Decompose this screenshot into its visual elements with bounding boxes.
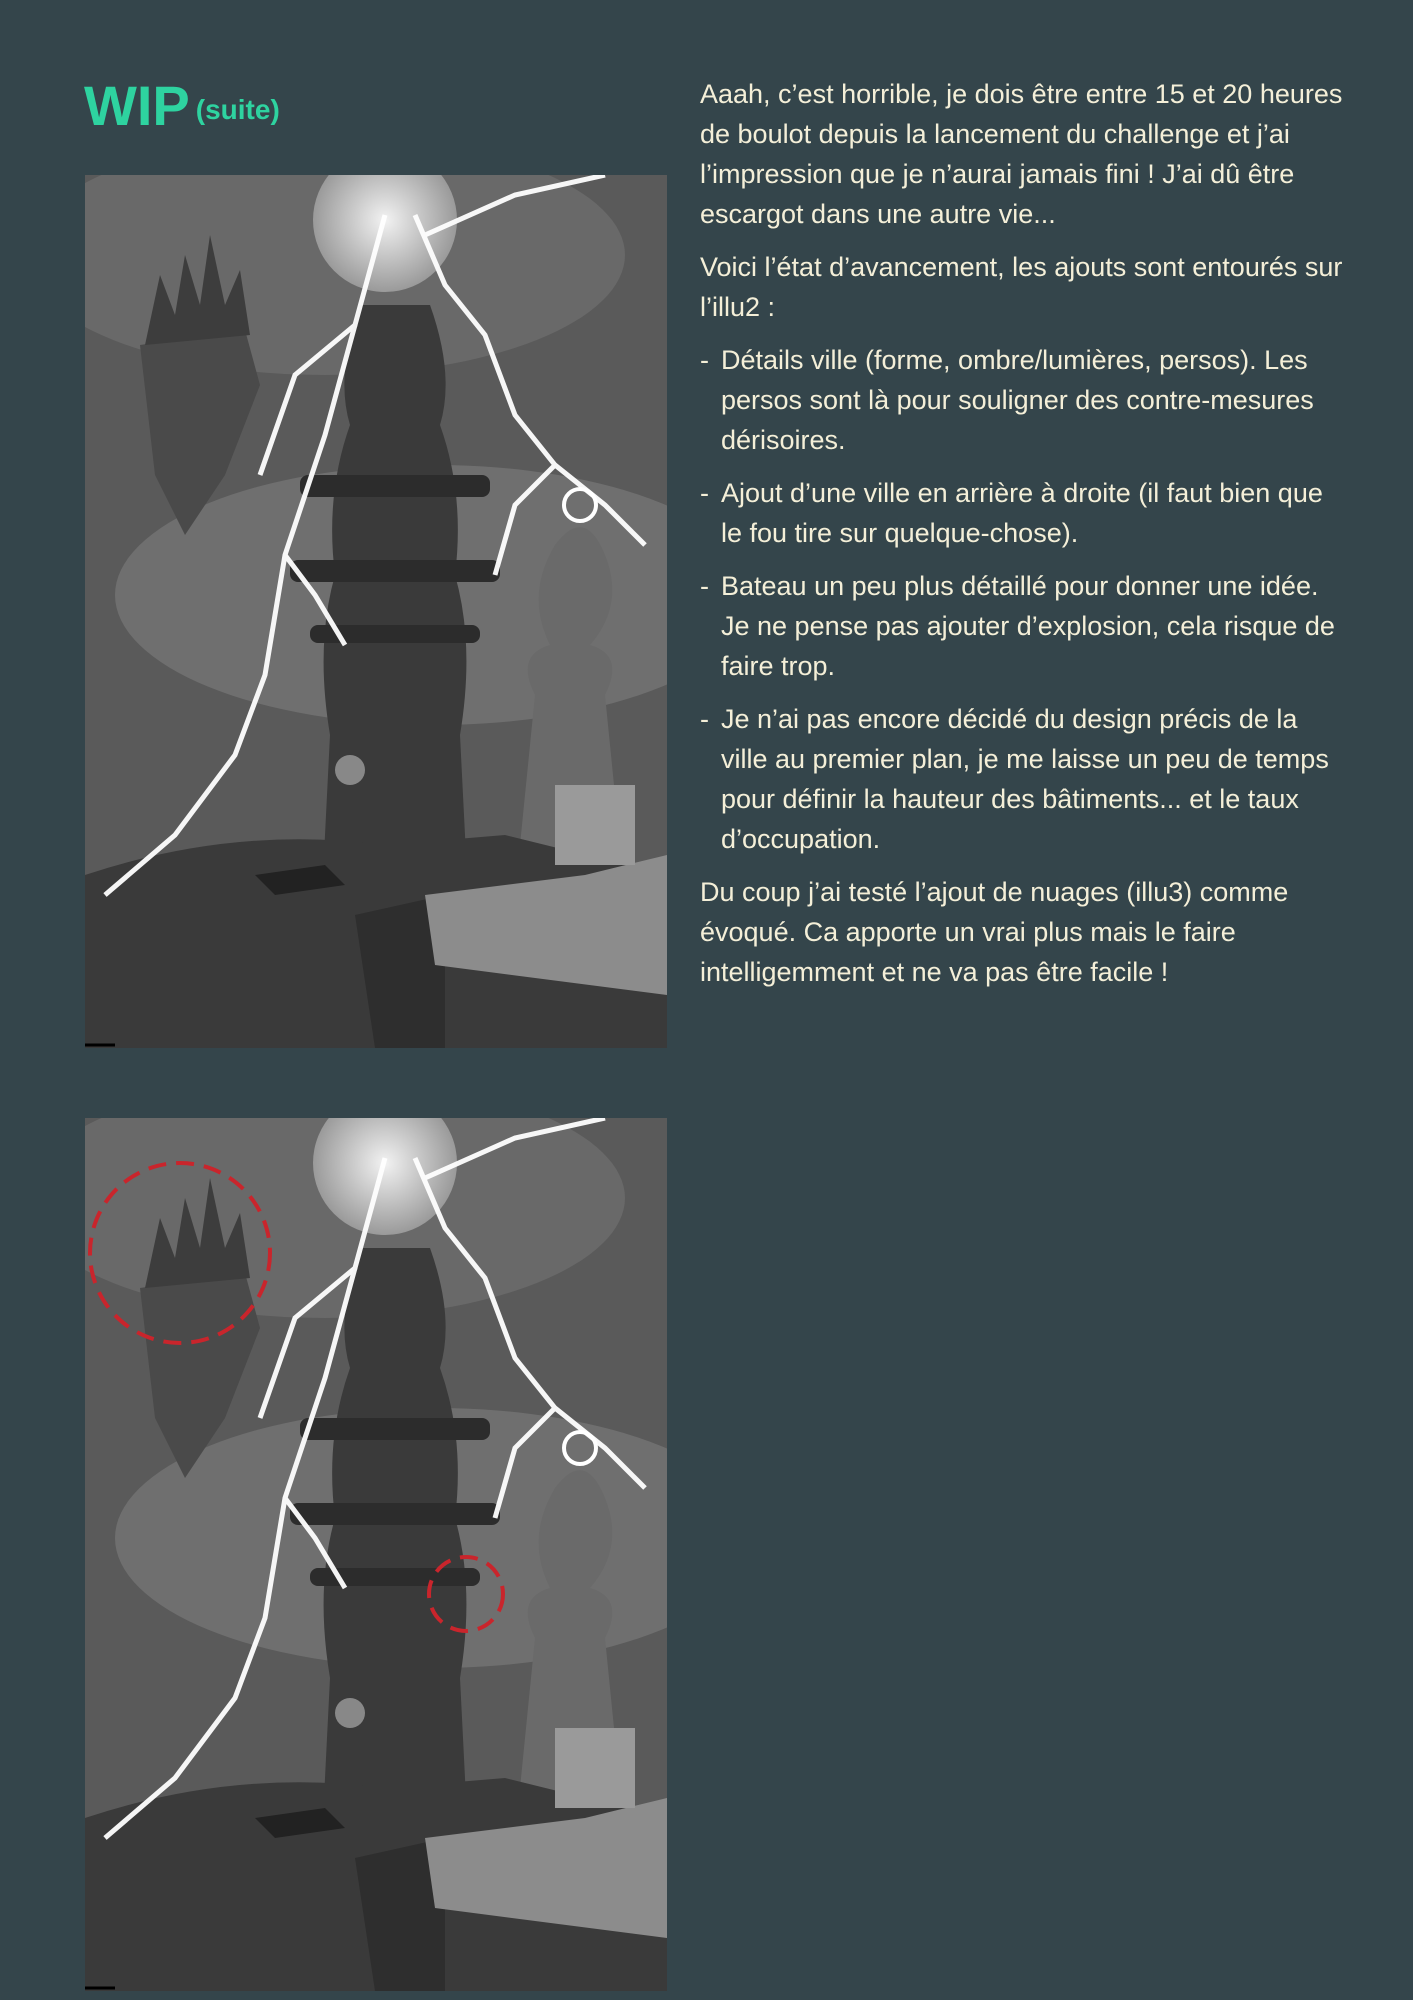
list-item: - Ajout d’une ville en arrière à droite (il faut bien que le fou tire sur quelque-chose). <box>700 473 1350 553</box>
changes-list <box>700 340 1350 859</box>
artwork-illu1 <box>85 175 667 1048</box>
title-main: WIP <box>84 74 190 137</box>
list-item: - Bateau un peu plus détaillé pour donner une idée. Je ne pense pas ajouter d’explosion, cela risque de faire trop. <box>700 566 1350 686</box>
outro-paragraph: Du coup j’ai testé l’ajout de nuages (illu3) comme évoqué. Ca apporte un vrai plus mais le faire intelligemment et ne va pas être facile ! <box>700 877 1289 987</box>
intro-paragraph-1: Aaah, c’est horrible, je dois être entre 15 et 20 heures de boulot depuis la lancement du challenge et j’ai l’impression que je n’aurai jamais fini ! J’ai dû être escargot dans une autre vie... <box>700 79 1343 229</box>
artwork-drawing <box>85 175 667 1048</box>
page-title <box>84 74 280 142</box>
list-item: - Détails ville (forme, ombre/lumières, persos). Les persos sont là pour souligner des contre-mesures dérisoires. <box>700 340 1350 460</box>
artwork-drawing <box>85 1118 667 1991</box>
list-item: - Je n’ai pas encore décidé du design précis de la ville au premier plan, je me laisse un peu de temps pour définir la hauteur des bâtiments... et le taux d’occupation. <box>700 699 1350 859</box>
description-text <box>700 74 1350 1005</box>
artwork-illu2 <box>85 1118 667 1991</box>
intro-paragraph-2: Voici l’état d’avancement, les ajouts sont entourés sur l’illu2 : <box>700 252 1343 322</box>
title-subtitle: (suite) <box>195 94 280 125</box>
